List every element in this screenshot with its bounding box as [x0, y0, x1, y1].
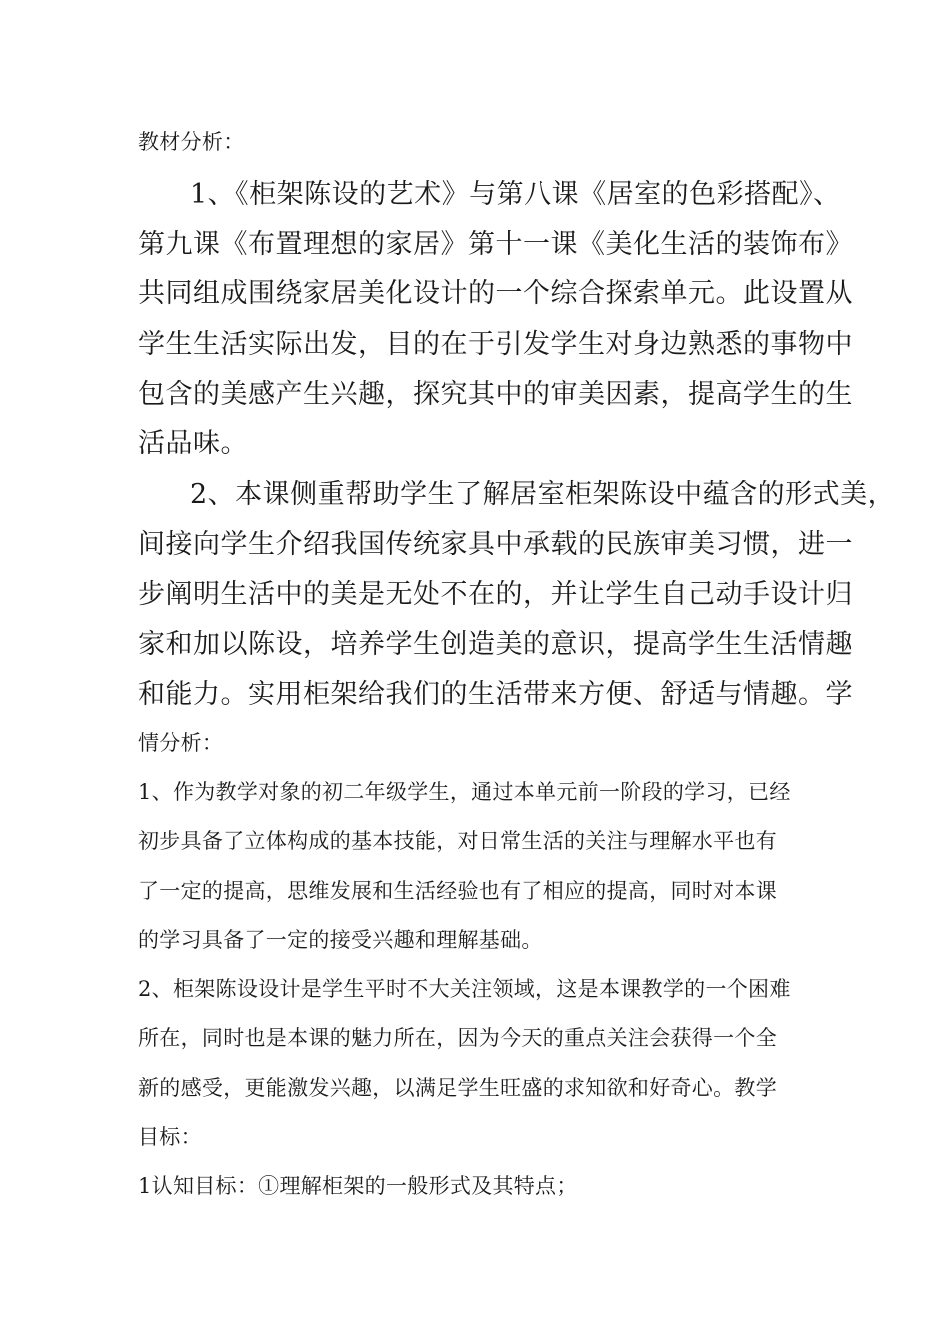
paragraph-line: 活品味。: [138, 428, 248, 459]
paragraph-line: 新的感受，更能激发兴趣，以满足学生旺盛的求知欲和好奇心。教学: [138, 1076, 777, 1100]
paragraph-line: 1、作为教学对象的初二年级学生，通过本单元前一阶段的学习，已经: [138, 780, 791, 804]
paragraph-line: 共同组成围绕家居美化设计的一个综合探索单元。此设置从: [138, 278, 853, 309]
heading-textbook-analysis: 教材分析：: [138, 130, 245, 154]
paragraph-line: 包含的美感产生兴趣，探究其中的审美因素，提高学生的生: [138, 379, 853, 410]
paragraph-line: 第九课《布置理想的家居》第十一课《美化生活的装饰布》: [138, 229, 853, 260]
paragraph-line: 的学习具备了一定的接受兴趣和理解基础。: [138, 928, 543, 952]
paragraph-line: 所在，同时也是本课的魅力所在，因为今天的重点关注会获得一个全: [138, 1026, 777, 1050]
paragraph-line: 和能力。实用柜架给我们的生活带来方便、舒适与情趣。学: [138, 679, 853, 710]
paragraph-line: 1、《柜架陈设的艺术》与第八课《居室的色彩搭配》、: [190, 179, 841, 210]
paragraph-line: 1认知目标：①理解柜架的一般形式及其特点；: [138, 1174, 578, 1198]
heading-student-analysis: 情分析：: [138, 731, 224, 755]
paragraph-line: 步阐明生活中的美是无处不在的，并让学生自己动手设计归: [138, 579, 853, 610]
paragraph-line: 学生生活实际出发，目的在于引发学生对身边熟悉的事物中: [138, 329, 853, 360]
paragraph-line: 间接向学生介绍我国传统家具中承载的民族审美习惯，进一: [138, 529, 853, 560]
heading-teaching-goals: 目标：: [138, 1125, 202, 1149]
paragraph-line: 初步具备了立体构成的基本技能，对日常生活的关注与理解水平也有: [138, 829, 777, 853]
paragraph-line: 2、柜架陈设设计是学生平时不大关注领域，这是本课教学的一个困难: [138, 977, 791, 1001]
paragraph-line: 家和加以陈设，培养学生创造美的意识，提高学生生活情趣: [138, 629, 853, 660]
paragraph-line: 2、本课侧重帮助学生了解居室柜架陈设中蕴含的形式美，: [190, 479, 896, 510]
paragraph-line: 了一定的提高，思维发展和生活经验也有了相应的提高，同时对本课: [138, 879, 777, 903]
